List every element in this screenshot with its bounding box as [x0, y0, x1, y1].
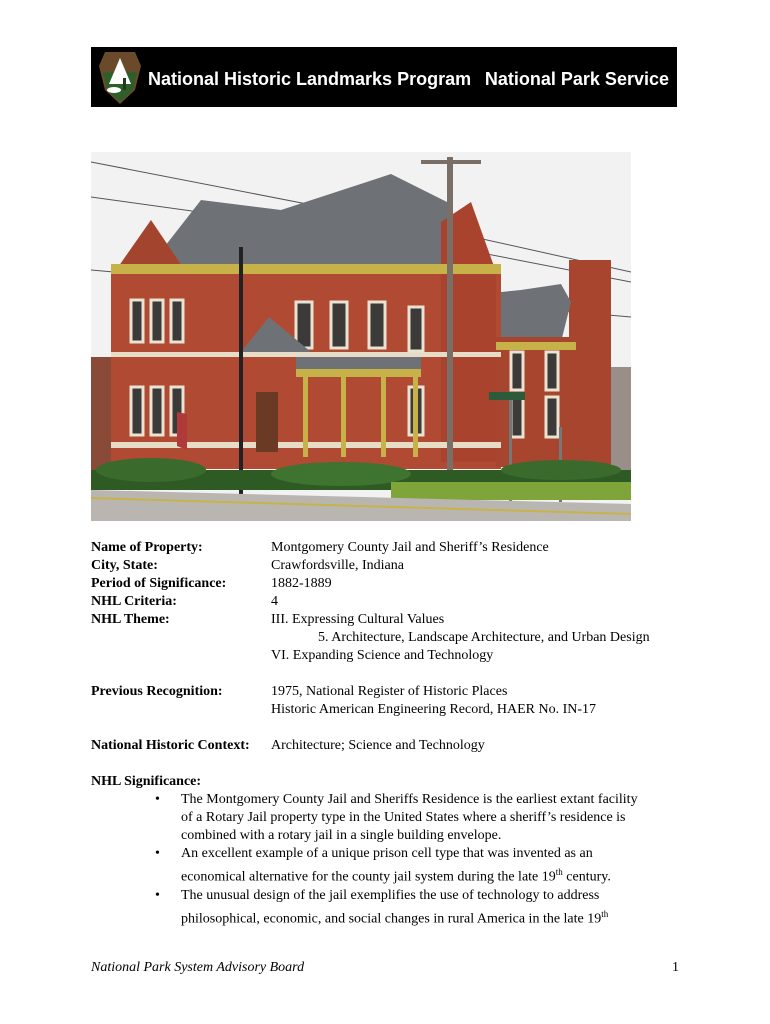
- criteria-value: 4: [271, 594, 278, 609]
- program-title: National Historic Landmarks Program: [148, 69, 472, 89]
- name-label: Name of Property:: [91, 540, 203, 555]
- theme-line-3: VI. Expanding Science and Technology: [271, 648, 494, 663]
- recognition-label: Previous Recognition:: [91, 684, 223, 699]
- context-label: National Historic Context:: [91, 738, 250, 753]
- recognition-line-2: Historic American Engineering Record, HAER No. IN-17: [271, 702, 597, 717]
- list-item: • An excellent example of a unique prison cell type that was invented as an economical alternative for the county jail system during the late 19th century.: [155, 846, 611, 885]
- name-value: Montgomery County Jail and Sheriff’s Residence: [271, 540, 549, 555]
- theme-label: NHL Theme:: [91, 612, 170, 627]
- period-value: 1882-1889: [271, 576, 332, 591]
- city-value: Crawfordsville, Indiana: [271, 558, 404, 573]
- building-photo: [91, 152, 631, 521]
- theme-line-2: 5. Architecture, Landscape Architecture, and Urban Design: [318, 630, 650, 645]
- footer-publisher: National Park System Advisory Board: [91, 960, 305, 975]
- criteria-label: NHL Criteria:: [91, 594, 177, 609]
- list-item: • The Montgomery County Jail and Sheriffs Residence is the earliest extant facility of a Rotary Jail property type in the United States where a sheriff’s residence is combined with a rotary jail in a single building envelope.: [155, 792, 638, 843]
- bullet-icon: •: [155, 792, 160, 807]
- recognition-line-1: 1975, National Register of Historic Places: [271, 684, 508, 699]
- bullet-icon: •: [155, 846, 160, 861]
- city-label: City, State:: [91, 558, 158, 573]
- theme-line-1: III. Expressing Cultural Values: [271, 612, 445, 627]
- bullet-icon: •: [155, 887, 160, 903]
- period-label: Period of Significance:: [91, 576, 227, 591]
- context-value: Architecture; Science and Technology: [271, 738, 485, 753]
- agency-title: National Park Service: [484, 69, 669, 89]
- significance-label: NHL Significance:: [91, 774, 202, 789]
- list-item: • The unusual design of the jail exemplifies the use of technology to address philosophical, economic, and social changes in rural America in the late 19th: [155, 887, 609, 927]
- header-banner: [91, 47, 677, 107]
- page-number: 1: [672, 960, 679, 975]
- nps-arrowhead-logo: [97, 50, 143, 106]
- significance-list: [155, 791, 685, 928]
